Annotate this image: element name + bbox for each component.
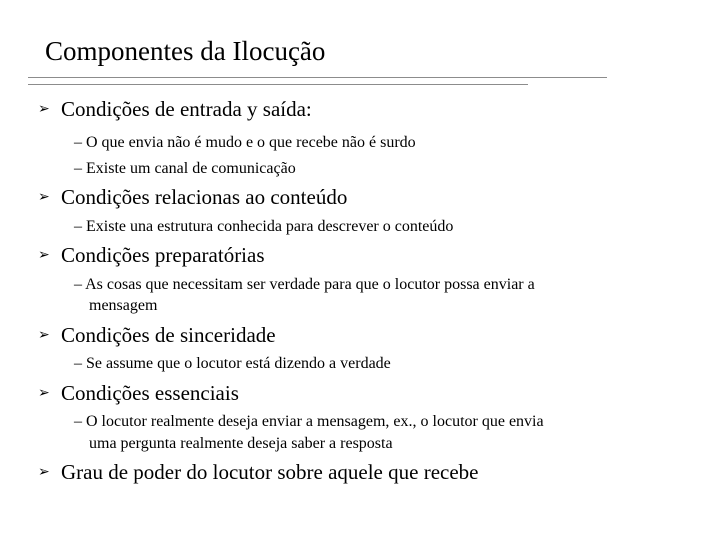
arrow-bullet-icon: ➢ <box>38 464 50 480</box>
bullet-text: Condições relacionas ao conteúdo <box>61 185 348 209</box>
bullet-text: Condições de entrada y saída: <box>61 97 312 121</box>
sub-item: – Se assume que o locutor está dizendo a verdade <box>74 355 391 372</box>
sub-item-continuation: mensagem <box>89 297 158 314</box>
sub-item: – Existe una estrutura conhecida para descrever o conteúdo <box>74 218 454 235</box>
arrow-bullet-icon: ➢ <box>38 101 50 117</box>
bullet-text: Condições preparatórias <box>61 243 265 267</box>
arrow-bullet-icon: ➢ <box>38 247 50 263</box>
arrow-bullet-icon: ➢ <box>38 189 50 205</box>
arrow-bullet-icon: ➢ <box>38 327 50 343</box>
sub-item: – O que envia não é mudo e o que recebe não é surdo <box>74 134 416 151</box>
sub-item: – O locutor realmente deseja enviar a mensagem, ex., o locutor que envia <box>74 413 544 430</box>
bullet-text: Condições essenciais <box>61 381 239 405</box>
arrow-bullet-icon: ➢ <box>38 385 50 401</box>
title-divider-bottom <box>28 84 528 85</box>
sub-item: – Existe um canal de comunicação <box>74 160 296 177</box>
slide-title: Componentes da Ilocução <box>45 36 326 66</box>
bullet-text: Grau de poder do locutor sobre aquele que recebe <box>61 460 479 484</box>
bullet-text: Condições de sinceridade <box>61 323 276 347</box>
sub-item-continuation: uma pergunta realmente deseja saber a resposta <box>89 435 393 452</box>
title-divider-top <box>28 77 607 78</box>
sub-item: – As cosas que necessitam ser verdade para que o locutor possa enviar a <box>74 276 535 293</box>
